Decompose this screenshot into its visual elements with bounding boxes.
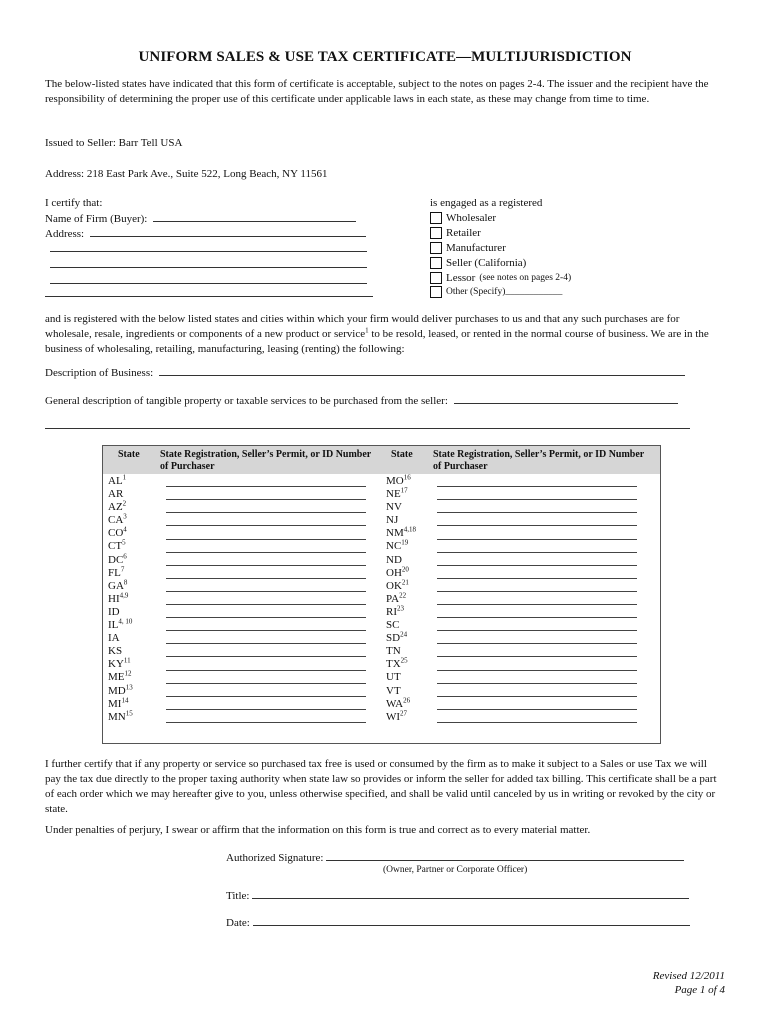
left-state-list [108, 475, 133, 724]
registration-number-field[interactable] [166, 552, 366, 553]
registration-number-field[interactable] [437, 578, 637, 579]
state-code: IL [108, 619, 119, 632]
state-code: WA [386, 697, 404, 710]
right-state-header: State [391, 449, 413, 460]
state-code: AL [108, 475, 123, 487]
left-registration-header: State Registration, Seller’s Permit, or ID Number of Purchaser [160, 449, 372, 472]
state-code: UT [386, 671, 401, 684]
state-footnote: 15 [125, 709, 133, 718]
state-code: AZ [108, 501, 123, 514]
left-state-header: State [118, 449, 140, 460]
lessor-note: (see notes on pages 2-4) [479, 272, 572, 283]
registration-number-field[interactable] [437, 604, 637, 605]
registration-number-field[interactable] [437, 591, 637, 592]
registration-number-field[interactable] [437, 722, 637, 723]
registration-number-field[interactable] [437, 670, 637, 671]
state-footnote: 1 [122, 473, 127, 482]
registration-number-field[interactable] [437, 630, 637, 631]
state-code: MI [108, 697, 122, 710]
registration-number-field[interactable] [166, 709, 366, 710]
state-row [108, 540, 133, 553]
state-footnote: 5 [122, 538, 126, 547]
engaged-heading: is engaged as a registered [430, 197, 543, 209]
state-code: NE [386, 488, 401, 501]
other-checkbox[interactable] [430, 286, 442, 298]
lessor-checkbox[interactable] [430, 272, 442, 284]
registration-number-field[interactable] [166, 499, 366, 500]
state-footnote: 8 [123, 578, 128, 587]
state-code: MD [108, 684, 126, 697]
registration-number-field[interactable] [166, 722, 366, 723]
state-code: GA [108, 579, 124, 592]
signature-field[interactable] [326, 850, 684, 861]
description-field[interactable] [159, 365, 685, 376]
registration-number-field[interactable] [166, 486, 366, 487]
registered-paragraph [45, 312, 725, 357]
state-code: OH [386, 566, 402, 579]
seller-address: Address: 218 East Park Ave., Suite 522, Long Beach, NY 11561 [45, 168, 328, 180]
registration-number-field[interactable] [166, 643, 366, 644]
manufacturer-checkbox[interactable] [430, 242, 442, 254]
state-code: RI [386, 605, 397, 618]
registration-number-field[interactable] [437, 643, 637, 644]
general-description-row [45, 393, 678, 409]
state-footnote: 4, 10 [118, 617, 133, 626]
registration-number-field[interactable] [166, 630, 366, 631]
state-row [108, 567, 133, 580]
registration-number-field[interactable] [437, 656, 637, 657]
buyer-address-field-3[interactable] [50, 267, 367, 268]
state-code: PA [386, 592, 400, 605]
general-description-field-2[interactable] [45, 428, 690, 429]
firm-name-label: Name of Firm (Buyer): [45, 213, 148, 225]
state-footnote: 21 [401, 578, 409, 587]
state-code: CA [108, 514, 124, 527]
state-code: SD [386, 632, 401, 645]
registration-number-field[interactable] [437, 709, 637, 710]
general-description-label: General description of tangible property or taxable services to be purchased from the seller: [45, 395, 448, 407]
state-row [108, 514, 133, 527]
buyer-address-field-2[interactable] [50, 251, 367, 252]
state-code: KS [108, 645, 123, 658]
state-row [108, 632, 133, 645]
wholesaler-label: Wholesaler [446, 211, 497, 224]
state-row [386, 685, 416, 698]
state-row [108, 527, 133, 540]
revision-note [653, 969, 725, 997]
title-label: Title: [226, 890, 250, 902]
registration-number-field[interactable] [166, 670, 366, 671]
registration-number-field[interactable] [166, 617, 366, 618]
general-description-field[interactable] [454, 393, 678, 404]
state-footnote: 19 [401, 538, 409, 547]
state-code: VT [386, 684, 401, 697]
state-row [386, 540, 416, 553]
state-registration-table [102, 445, 661, 744]
state-code: NV [386, 501, 402, 514]
state-footnote: 23 [397, 604, 404, 613]
state-footnote: 26 [403, 695, 411, 704]
date-label: Date: [226, 917, 250, 929]
right-state-list [386, 475, 416, 724]
state-footnote: 17 [400, 486, 408, 495]
state-footnote: 4,18 [403, 525, 416, 534]
state-row [108, 501, 133, 514]
state-code: SC [386, 619, 400, 632]
state-row [108, 488, 133, 501]
state-footnote: 4,9 [119, 591, 129, 600]
state-code: CT [108, 540, 123, 553]
further-certify-paragraph: I further certify that if any property or service so purchased tax free is used or consumed by the firm as to make it subject to a Sales or use Tax we will pay the tax due directly to the proper taxing authority when state law so provides or inform the seller for added tax billing. This certificate shall be a part of each order which we may hereafter give to you, unless otherwise specified, and shall be valid until canceled by us in writing or revoked by the city or state. [45, 758, 717, 815]
option-other[interactable] [430, 285, 562, 299]
state-row [108, 475, 133, 488]
state-code: ID [108, 605, 120, 618]
state-code: OK [386, 579, 402, 592]
title-field[interactable] [252, 888, 689, 899]
state-footnote: 6 [123, 551, 127, 560]
buyer-address-label: Address: [45, 228, 85, 240]
seller-california-checkbox[interactable] [430, 257, 442, 269]
state-code: IA [108, 632, 120, 645]
retailer-checkbox[interactable] [430, 227, 442, 239]
registration-number-field[interactable] [437, 512, 637, 513]
state-footnote: 3 [123, 512, 127, 521]
title-row [226, 888, 689, 904]
state-code: NC [386, 540, 402, 553]
state-footnote: 16 [403, 473, 411, 482]
manufacturer-label: Manufacturer [446, 241, 506, 254]
page-number: Page 1 of 4 [674, 984, 725, 996]
issued-to-seller: Issued to Seller: Barr Tell USA [45, 137, 183, 149]
registration-number-field[interactable] [437, 525, 637, 526]
state-code: HI [108, 592, 120, 605]
state-code: ND [386, 553, 402, 566]
state-row [386, 501, 416, 514]
registration-number-field[interactable] [166, 512, 366, 513]
state-footnote: 12 [124, 669, 132, 678]
registration-number-field[interactable] [166, 525, 366, 526]
right-registration-header: State Registration, Seller’s Permit, or ID Number of Purchaser [433, 449, 645, 472]
registration-number-field[interactable] [166, 591, 366, 592]
option-retailer[interactable] [430, 226, 481, 240]
registration-number-field[interactable] [437, 552, 637, 553]
lessor-label: Lessor [446, 271, 476, 284]
registration-number-field[interactable] [166, 565, 366, 566]
description-row [45, 365, 685, 381]
registration-number-field[interactable] [166, 604, 366, 605]
option-manufacturer[interactable] [430, 241, 506, 255]
signature-caption: (Owner, Partner or Corporate Officer) [383, 865, 528, 875]
state-code: CO [108, 527, 124, 540]
firm-name-field[interactable] [153, 211, 356, 222]
state-code: MO [386, 475, 404, 487]
state-row [108, 711, 133, 724]
retailer-label: Retailer [446, 226, 481, 239]
revised-date: Revised 12/2011 [652, 970, 725, 982]
state-code: MN [108, 710, 126, 723]
intro-paragraph: The below-listed states have indicated that this form of certificate is acceptable, subject to the notes on pages 2-4. The issuer and the recipient have the responsibility of determining the proper use of this certificate under applicable laws in each state, as these may change from time to time. [45, 78, 709, 105]
registered-text-b: to be resold, leased, or rented in the normal course of business. We are in the business of wholesaling, retailing, manufacturing, leasing (renting) the following: [45, 328, 709, 355]
registration-number-field[interactable] [166, 696, 366, 697]
state-code: FL [108, 566, 121, 579]
registration-number-field[interactable] [166, 578, 366, 579]
registration-number-field[interactable] [166, 539, 366, 540]
buyer-address-field-4[interactable] [50, 283, 367, 284]
seller-california-label: Seller (California) [446, 256, 527, 269]
firm-name-row [45, 211, 356, 227]
state-footnote: 25 [400, 656, 408, 665]
i-certify-label: I certify that: [45, 197, 103, 209]
state-footnote: 22 [399, 591, 407, 600]
option-lessor[interactable] [430, 271, 571, 285]
date-row [226, 915, 690, 931]
registration-number-field[interactable] [437, 617, 637, 618]
state-code: ME [108, 671, 125, 684]
buyer-address-row [45, 226, 366, 242]
signature-label: Authorized Signature: [226, 852, 324, 864]
state-code: TN [386, 645, 401, 658]
perjury-statement: Under penalties of perjury, I swear or affirm that the information on this form is true and correct as to every material matter. [45, 824, 591, 836]
registration-number-field[interactable] [437, 683, 637, 684]
state-row [386, 711, 416, 724]
registration-number-field[interactable] [166, 656, 366, 657]
state-code: KY [108, 658, 124, 671]
state-row [386, 658, 416, 671]
state-row [386, 632, 416, 645]
state-footnote: 2 [122, 499, 127, 508]
state-footnote: 13 [125, 682, 133, 691]
state-code: AR [108, 488, 124, 501]
state-row [386, 488, 416, 501]
registration-number-field[interactable] [166, 683, 366, 684]
state-code: TX [386, 658, 401, 671]
state-row [108, 619, 133, 632]
registration-number-field[interactable] [437, 486, 637, 487]
state-code: DC [108, 553, 124, 566]
state-row [386, 671, 416, 684]
state-footnote: 20 [401, 565, 409, 573]
option-seller-california[interactable] [430, 256, 526, 270]
registration-number-field[interactable] [437, 539, 637, 540]
registered-text-a: and is registered with the below listed states and cities within which your firm would deliver purchases to us and that any such purchases are for wholesale, resale, ingredients or components of a new product or service [45, 313, 680, 340]
option-wholesaler[interactable] [430, 211, 496, 225]
state-code: NJ [386, 514, 399, 527]
state-footnote: 27 [400, 709, 408, 718]
state-footnote: 11 [123, 656, 131, 665]
state-code: WI [386, 710, 401, 723]
state-footnote: 7 [120, 565, 125, 573]
registration-number-field[interactable] [437, 499, 637, 500]
footnote-ref: 1 [365, 326, 369, 335]
page-title: UNIFORM SALES & USE TAX CERTIFICATE—MULTIJURISDICTION [138, 49, 632, 65]
state-code: NM [386, 527, 404, 540]
state-footnote: 4 [123, 525, 127, 534]
state-row [108, 593, 133, 606]
other-label: Other (Specify)____________ [446, 286, 563, 297]
state-footnote: 14 [121, 695, 129, 704]
state-footnote: 24 [400, 630, 408, 639]
buyer-address-field-1[interactable] [90, 226, 366, 237]
state-row [386, 606, 416, 619]
date-field[interactable] [253, 915, 690, 926]
description-label: Description of Business: [45, 367, 154, 379]
registration-number-field[interactable] [437, 696, 637, 697]
buyer-address-field-5[interactable] [45, 296, 373, 297]
wholesaler-checkbox[interactable] [430, 212, 442, 224]
registration-number-field[interactable] [437, 565, 637, 566]
